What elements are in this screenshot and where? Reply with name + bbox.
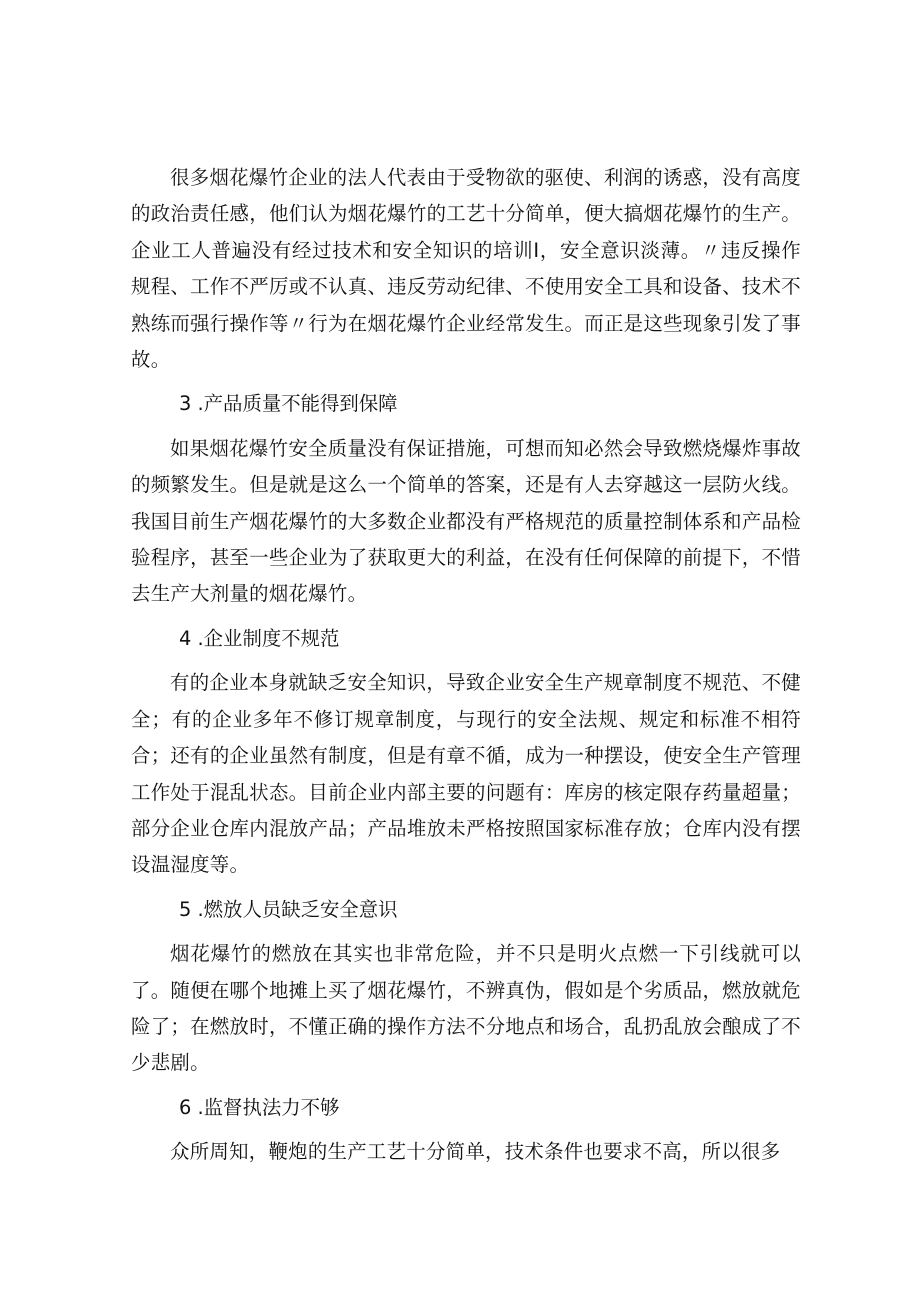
paragraph-section-6: 众所周知，鞭炮的生产工艺十分简单，技术条件也要求不高，所以很多 xyxy=(170,1140,781,1164)
paragraph-section-5: 烟花爆竹的燃放在其实也非常危险，并不只是明火点燃一下引线就可以了。随便在哪个地摊上买了烟花爆竹，不辨真伪，假如是个劣质品，燃放就危险了；在燃放时，不懂正确的操作方法不分地点和场合，乱扔乱放会酿成了不少悲剧。 xyxy=(131,942,801,1075)
paragraph-section-3: 如果烟花爆竹安全质量没有保证措施，可想而知必然会导致燃烧爆炸事故的频繁发生。但是就是这么一个简单的答案，还是有人去穿越这一层防火线。我国目前生产烟花爆竹的大多数企业都没有严格规范的质量控制体系和产品检验程序，甚至一些企业为了获取更大的利益，在没有任何保障的前提下，不惜去生产大剂量的烟花爆竹。 xyxy=(131,436,801,606)
heading-section-3: 3 .产品质量不能得到保障 xyxy=(179,392,398,416)
paragraph-cause-management: 很多烟花爆竹企业的法人代表由于受物欲的驱使、利润的诱惑，没有高度的政治责任感，他们认为烟花爆竹的工艺十分简单，便大搞烟花爆竹的生产。企业工人普遍没有经过技术和安全知识的培训I，安全意识淡薄。〃违反操作规程、工作不严厉或不认真、违反劳动纪律、不使用安全工具和设备、技术不熟练而强行操作等〃行为在烟花爆竹企业经常发生。而正是这些现象引发了事故。 xyxy=(131,166,801,372)
paragraph-section-4: 有的企业本身就缺乏安全知识，导致企业安全生产规章制度不规范、不健全；有的企业多年不修订规章制度，与现行的安全法规、规定和标准不相符合；还有的企业虽然有制度，但是有章不循，成为一种摆设，使安全生产管理工作处于混乱状态。目前企业内部主要的问题有：库房的核定限存药量超量；部分企业仓库内混放产品；产品堆放未严格按照国家标准存放；仓库内没有摆设温湿度等。 xyxy=(131,671,801,877)
heading-section-4: 4 .企业制度不规范 xyxy=(179,626,340,650)
document-body xyxy=(131,160,801,1171)
heading-section-5: 5 .燃放人员缺乏安全意识 xyxy=(179,897,398,921)
heading-section-6: 6 .监督执法力不够 xyxy=(179,1095,340,1119)
